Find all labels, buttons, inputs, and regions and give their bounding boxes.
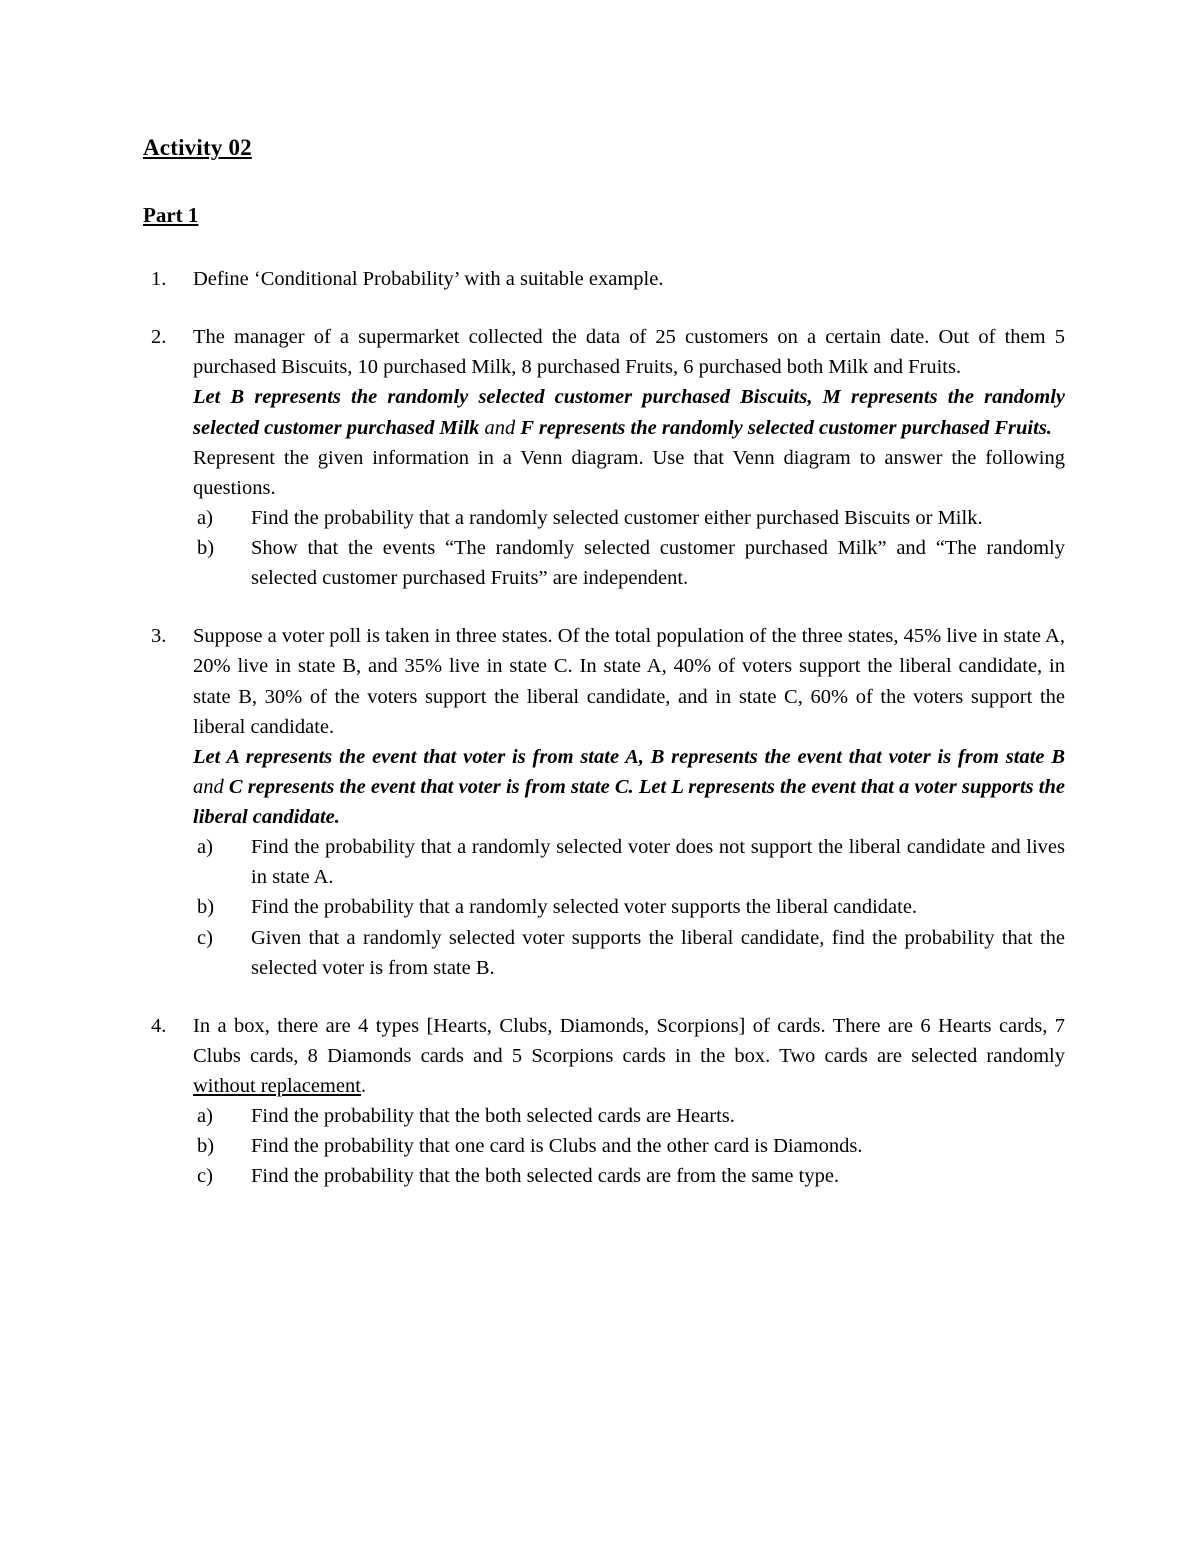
sub-question-list bbox=[193, 832, 1065, 983]
sub-question-item bbox=[193, 923, 1065, 983]
sub-question-item bbox=[193, 1131, 1065, 1161]
question-number: 2. bbox=[151, 326, 167, 349]
emphasis-post: F represents the randomly selected customer purchased Fruits. bbox=[515, 416, 1052, 439]
question-text-underlined: without replacement bbox=[193, 1075, 361, 1097]
question-text-part2: . bbox=[360, 1075, 367, 1097]
question-item-2 bbox=[143, 322, 1065, 593]
question-emphasis bbox=[193, 742, 1065, 832]
sub-question-label: b) bbox=[197, 1135, 215, 1158]
question-body bbox=[193, 264, 1065, 294]
emphasis-and: and bbox=[193, 775, 224, 798]
question-body bbox=[193, 621, 1065, 983]
question-item-3 bbox=[143, 621, 1065, 983]
emphasis-pre: Let B represents the randomly selected customer purchased Biscuits, M represents the randomly selected customer purchased Milk bbox=[193, 386, 1065, 439]
sub-question-label: a) bbox=[197, 506, 213, 529]
sub-question-label: c) bbox=[197, 926, 213, 949]
sub-question-text: Find the probability that the both selected cards are from the same type. bbox=[251, 1165, 840, 1188]
question-item-1 bbox=[143, 264, 1065, 294]
sub-question-text: Find the probability that one card is Clubs and the other card is Diamonds. bbox=[251, 1135, 863, 1158]
sub-question-item bbox=[193, 533, 1065, 593]
sub-question-text: Find the probability that a randomly selected voter supports the liberal candidate. bbox=[251, 896, 918, 919]
question-emphasis bbox=[193, 382, 1065, 442]
sub-question-text: Find the probability that a randomly selected customer either purchased Biscuits or Milk. bbox=[251, 506, 983, 529]
question-text: The manager of a supermarket collected the data of 25 customers on a certain date. Out of them 5 purchased Biscuits, 10 purchased Milk, 8 purchased Fruits, 6 purchased both Milk and Fruits. bbox=[193, 326, 1065, 379]
sub-question-label: a) bbox=[197, 836, 213, 859]
question-text: Define ‘Conditional Probability’ with a suitable example. bbox=[193, 268, 664, 290]
sub-question-item bbox=[193, 1161, 1065, 1191]
question-text-after: Represent the given information in a Venn diagram. Use that Venn diagram to answer the following questions. bbox=[193, 446, 1065, 499]
question-text: Suppose a voter poll is taken in three states. Of the total population of the three states, 45% live in state A, 20% live in state B, and 35% live in state C. In state A, 40% of voters support the liberal candidate, in state B, 30% of the voters support the liberal candidate, and in state C, 60% of the voters support the liberal candidate. bbox=[193, 625, 1065, 738]
part-heading: Part 1 bbox=[143, 203, 199, 227]
question-number: 4. bbox=[151, 1014, 167, 1037]
sub-question-label: c) bbox=[197, 1165, 213, 1188]
sub-question-item bbox=[193, 1101, 1065, 1131]
question-text-part1: In a box, there are 4 types [Hearts, Clubs, Diamonds, Scorpions] of cards. There are 6 Hearts cards, 7 Clubs cards, 8 Diamonds cards and 5 Scorpions cards in the box. Two cards are selected randomly bbox=[193, 1014, 1065, 1067]
question-number: 1. bbox=[151, 268, 167, 290]
sub-question-item bbox=[193, 832, 1065, 892]
sub-question-label: a) bbox=[197, 1105, 213, 1128]
question-body bbox=[193, 1011, 1065, 1192]
sub-question-text: Find the probability that a randomly selected voter does not support the liberal candidate and lives in state A. bbox=[251, 836, 1065, 889]
sub-question-label: b) bbox=[197, 896, 215, 919]
sub-question-label: b) bbox=[197, 537, 215, 559]
sub-question-text: Given that a randomly selected voter supports the liberal candidate, find the probability that the selected voter is from state B. bbox=[251, 926, 1065, 979]
sub-question-item bbox=[193, 892, 1065, 922]
sub-question-text: Find the probability that the both selected cards are Hearts. bbox=[251, 1105, 735, 1128]
sub-question-list bbox=[193, 1101, 1065, 1191]
question-list bbox=[143, 264, 1065, 1192]
sub-question-text: Show that the events “The randomly selected customer purchased Milk” and “The randomly selected customer purchased Fruits” are independent. bbox=[251, 537, 1065, 590]
sub-question-list bbox=[193, 503, 1065, 593]
emphasis-and: and bbox=[484, 416, 516, 439]
emphasis-pre: Let A represents the event that voter is from state A, B represents the event that voter is from state B bbox=[193, 745, 1065, 768]
emphasis-post: C represents the event that voter is from state C. Let L represents the event that a voter supports the liberal candidate. bbox=[193, 775, 1065, 828]
sub-question-item bbox=[193, 503, 1065, 533]
page-title: Activity 02 bbox=[143, 135, 252, 160]
question-item-4 bbox=[143, 1011, 1065, 1192]
question-number: 3. bbox=[151, 625, 167, 648]
question-body bbox=[193, 322, 1065, 593]
question-text bbox=[193, 1011, 1065, 1101]
